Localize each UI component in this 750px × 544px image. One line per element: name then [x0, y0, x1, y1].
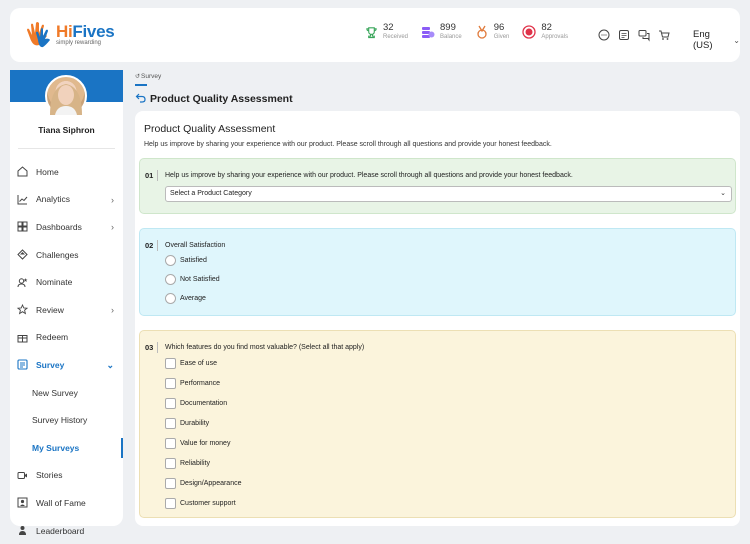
top-bar [10, 8, 740, 62]
checkbox-option-value-for-money[interactable] [165, 438, 230, 449]
breadcrumb-label: Survey [141, 73, 162, 80]
challenge-icon [16, 249, 28, 261]
sidebar-item-analytics[interactable] [10, 186, 123, 214]
page-title: Product Quality Assessment [150, 93, 293, 105]
product-category-select[interactable] [165, 186, 732, 202]
stat-given[interactable]: 96 Given [474, 23, 510, 41]
stats-bar [363, 23, 580, 41]
radio-button[interactable] [165, 255, 176, 266]
question-2 [139, 228, 736, 316]
video-icon [16, 469, 28, 481]
sidebar-item-home[interactable] [10, 158, 123, 186]
dashboard-icon [16, 221, 28, 233]
star-review-icon [16, 304, 28, 316]
checkbox-option-durability[interactable] [165, 418, 209, 429]
sidebar-item-leaderboard[interactable] [10, 517, 123, 544]
coins-icon [420, 24, 436, 40]
option-label: Satisfied [180, 257, 207, 264]
home-icon [16, 166, 28, 178]
checkbox[interactable] [165, 418, 176, 429]
back-arrow-icon[interactable] [135, 90, 146, 108]
survey-small-icon: ↺ [135, 74, 141, 80]
checkbox-option-customer-support[interactable] [165, 498, 236, 509]
language-selector[interactable] [693, 29, 740, 51]
stat-received[interactable]: 32 Received [363, 23, 408, 41]
chevron-right-icon: › [111, 194, 114, 205]
checkbox-option-design-appearance[interactable] [165, 478, 242, 489]
hifives-logo[interactable] [24, 20, 114, 50]
frame-icon [16, 497, 28, 509]
breadcrumb[interactable] [135, 73, 161, 80]
stat-approvals[interactable]: 82 Approvals [521, 23, 568, 41]
sidebar-item-my-surveys[interactable] [10, 434, 123, 462]
option-label: Not Satisfied [180, 276, 220, 283]
question-text: Which features do you find most valuable? (Select all that apply) [165, 344, 365, 351]
sidebar-item-label: Stories [36, 470, 63, 481]
gift-icon [16, 331, 28, 343]
sidebar-item-survey[interactable] [10, 351, 123, 379]
sidebar-item-review[interactable] [10, 296, 123, 324]
sidebar-item-stories[interactable] [10, 462, 123, 490]
survey-description: Help us improve by sharing your experience with our product. Please scroll through all questions and provide your honest feedback. [144, 141, 552, 148]
breadcrumb-underline [135, 84, 147, 86]
option-label: Documentation [180, 400, 228, 407]
sidebar-item-new-survey[interactable] [10, 379, 123, 407]
brand-tagline: simply rewarding [56, 39, 102, 46]
messages-icon[interactable] [637, 28, 651, 42]
radio-button[interactable] [165, 293, 176, 304]
analytics-icon [16, 193, 28, 205]
divider [18, 148, 115, 149]
option-label: Durability [180, 420, 210, 427]
checkbox[interactable] [165, 438, 176, 449]
sidebar-item-label: Leaderboard [36, 525, 85, 536]
option-label: Average [180, 295, 206, 302]
checkbox[interactable] [165, 458, 176, 469]
nominate-icon [16, 276, 28, 288]
survey-card [135, 111, 740, 526]
sidebar-item-label: Review [36, 304, 64, 315]
sidebar-item-redeem[interactable] [10, 324, 123, 352]
checkbox-option-ease-of-use[interactable] [165, 358, 217, 369]
sidebar-item-label: Nominate [36, 277, 73, 288]
checkbox[interactable] [165, 398, 176, 409]
checkbox[interactable] [165, 358, 176, 369]
option-label: Value for money [180, 440, 231, 447]
checkbox-option-reliability[interactable] [165, 458, 210, 469]
select-value: Select a Product Category [170, 190, 252, 197]
top-icon-group [597, 28, 677, 42]
survey-title: Product Quality Assessment [144, 123, 276, 135]
hand-logo-icon [24, 20, 54, 50]
radio-button[interactable] [165, 274, 176, 285]
chat-icon[interactable] [597, 28, 611, 42]
chevron-right-icon: › [111, 222, 114, 233]
question-number: 02 [145, 240, 158, 251]
option-label: Ease of use [180, 360, 217, 367]
approval-icon [521, 24, 537, 40]
sidebar-item-label: Redeem [36, 332, 69, 343]
sidebar-item-survey-history[interactable] [10, 406, 123, 434]
sidebar-item-label: New Survey [32, 387, 78, 398]
question-number: 03 [145, 342, 158, 353]
option-label: Customer support [180, 500, 236, 507]
survey-icon [16, 359, 28, 371]
checkbox-option-documentation[interactable] [165, 398, 227, 409]
sidebar-item-label: Survey History [32, 415, 88, 426]
avatar[interactable] [45, 75, 87, 117]
page-header [135, 90, 293, 108]
medal-icon [474, 24, 490, 40]
brand-name: HiFives [56, 21, 115, 41]
cart-icon[interactable] [657, 28, 671, 42]
sidebar-item-label: Challenges [36, 249, 79, 260]
user-name: Tiana Siphron [38, 125, 95, 135]
sidebar-item-label: Survey [36, 359, 65, 370]
sidebar-item-label: Analytics [36, 194, 71, 205]
chevron-down-icon: ⌄ [720, 190, 726, 197]
language-label: Eng (US) [693, 29, 713, 51]
question-text: Help us improve by sharing your experience with our product. Please scroll through all questions and provide your honest feedback. [165, 172, 573, 179]
radio-option-not-satisfied[interactable] [165, 274, 220, 285]
sidebar-nav [10, 158, 123, 544]
chevron-down-icon: ⌄ [733, 35, 740, 45]
sidebar-item-label: Dashboards [36, 221, 82, 232]
sidebar-item-dashboards[interactable] [10, 213, 123, 241]
option-label: Design/Appearance [180, 480, 242, 487]
notes-icon[interactable] [617, 28, 631, 42]
sidebar-item-label: My Surveys [32, 442, 80, 453]
sidebar-item-wall-of-fame[interactable] [10, 489, 123, 517]
chevron-right-icon: › [111, 304, 114, 315]
sidebar [10, 70, 123, 536]
sidebar-item-label: Home [36, 166, 59, 177]
trophy-icon [363, 24, 379, 40]
option-label: Performance [180, 380, 221, 387]
question-number: 01 [145, 170, 158, 181]
sidebar-item-nominate[interactable] [10, 268, 123, 296]
question-3 [139, 330, 736, 518]
sidebar-item-label: Wall of Fame [36, 497, 86, 508]
question-text: Overall Satisfaction [165, 242, 226, 249]
checkbox-option-performance[interactable] [165, 378, 220, 389]
chevron-down-icon: ⌄ [106, 360, 114, 371]
stat-balance[interactable]: 899 Balance [420, 23, 462, 41]
checkbox[interactable] [165, 478, 176, 489]
radio-option-average[interactable] [165, 293, 206, 304]
sidebar-item-challenges[interactable] [10, 241, 123, 269]
question-1 [139, 158, 736, 214]
option-label: Reliability [180, 460, 210, 467]
radio-option-satisfied[interactable] [165, 255, 207, 266]
checkbox[interactable] [165, 378, 176, 389]
checkbox[interactable] [165, 498, 176, 509]
leaderboard-icon [16, 525, 28, 537]
